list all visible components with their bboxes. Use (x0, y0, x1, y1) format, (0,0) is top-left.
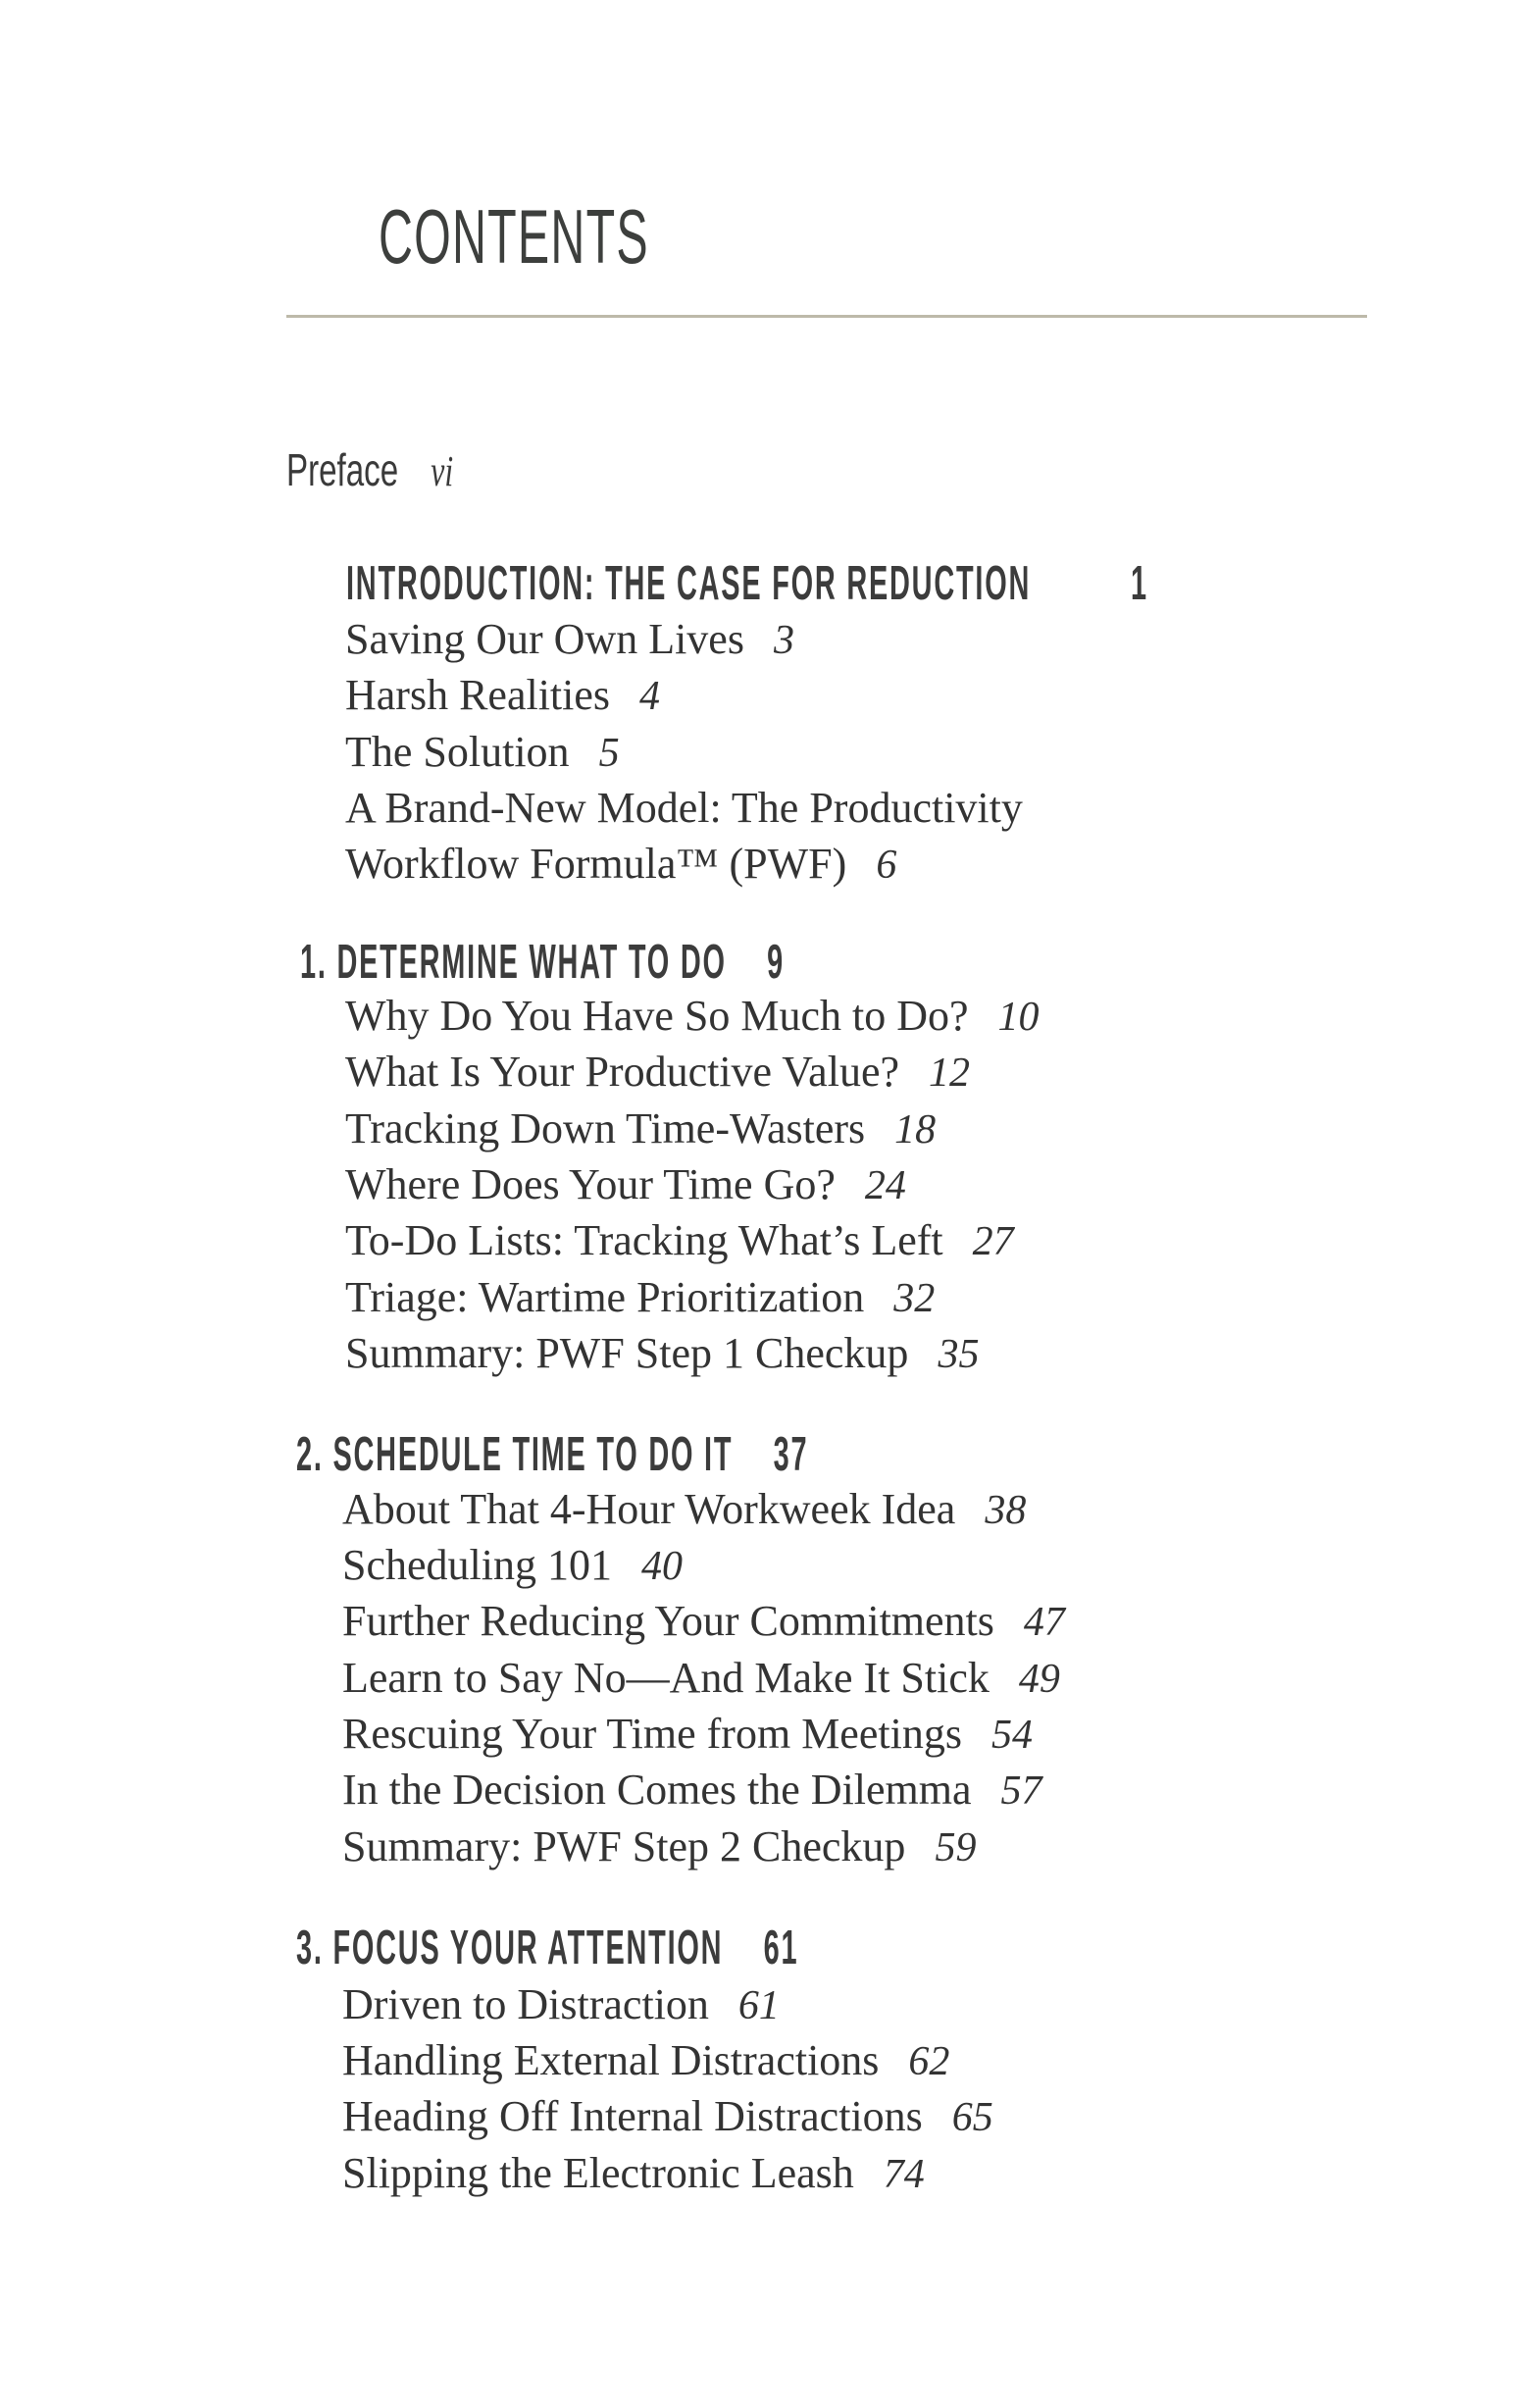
toc-page-number: 65 (951, 2095, 993, 2140)
toc-entry-label: Scheduling 101 (342, 1541, 612, 1589)
toc-entry-label: Driven to Distraction (342, 1980, 709, 2028)
toc-entry-label: Saving Our Own Lives (345, 615, 744, 663)
toc-entry[interactable] (342, 1540, 683, 1590)
chapter-page-number: 9 (767, 936, 785, 989)
toc-page-number: 61 (737, 1983, 780, 2028)
toc-page-number: vi (431, 447, 454, 495)
toc-entry[interactable] (345, 614, 794, 664)
toc-page-number: 62 (908, 2039, 950, 2084)
toc-entry-label: Harsh Realities (345, 671, 611, 719)
toc-entry-label: Further Reducing Your Commitments (342, 1597, 994, 1645)
toc-entry[interactable] (342, 2091, 993, 2141)
toc-entry-label: Slipping the Electronic Leash (342, 2149, 854, 2197)
toc-entry[interactable] (342, 1821, 976, 1871)
toc-entry-label: Tracking Down Time-Wasters (345, 1104, 866, 1153)
toc-entry-label: The Solution (345, 728, 570, 776)
toc-entry[interactable] (345, 1047, 970, 1097)
toc-entry-label: Triage: Wartime Prioritization (345, 1273, 865, 1321)
toc-entry[interactable] (345, 1215, 1014, 1265)
chapter-page-number: 61 (763, 1921, 799, 1974)
toc-entry[interactable] (345, 1103, 936, 1153)
section-title: INTRODUCTION: THE CASE FOR REDUCTION (346, 557, 1032, 610)
toc-entry-label: Summary: PWF Step 1 Checkup (345, 1329, 909, 1377)
toc-entry[interactable] (342, 1484, 1026, 1534)
toc-entry-label: Handling External Distractions (342, 2036, 880, 2084)
toc-entry[interactable] (345, 839, 896, 889)
toc-entry[interactable] (342, 1979, 780, 2029)
toc-entry[interactable] (342, 1653, 1060, 1703)
toc-page-number: 54 (990, 1713, 1033, 1758)
toc-page-number: 74 (883, 2152, 925, 2197)
toc-entry[interactable] (342, 1596, 1065, 1646)
toc-page-number: 24 (864, 1163, 906, 1208)
toc-page-number: 38 (985, 1488, 1027, 1533)
toc-entry-label: Summary: PWF Step 2 Checkup (342, 1822, 906, 1870)
toc-section-page (1131, 556, 1148, 611)
toc-entry-label: A Brand-New Model: The Productivity (345, 784, 1023, 832)
toc-entry[interactable] (342, 1709, 1033, 1759)
toc-page-number: 5 (598, 731, 620, 776)
toc-page-number: 49 (1018, 1657, 1060, 1702)
title-divider (286, 315, 1367, 318)
toc-page-number: 6 (876, 843, 897, 888)
toc-page-number: 4 (639, 674, 661, 719)
toc-chapter-1[interactable] (300, 935, 785, 990)
toc-entry-label: Rescuing Your Time from Meetings (342, 1710, 962, 1758)
toc-section-introduction[interactable] (346, 556, 1031, 611)
chapter-page-number: 37 (773, 1428, 809, 1481)
toc-page-number: 32 (893, 1276, 936, 1321)
toc-page-number: 57 (1000, 1768, 1042, 1814)
toc-entry-label: What Is Your Productive Value? (345, 1048, 899, 1096)
toc-page-number: 10 (997, 995, 1040, 1040)
toc-entry-label: Heading Off Internal Distractions (342, 2092, 923, 2140)
toc-entry-label: Preface (286, 444, 399, 495)
toc-chapter-3[interactable] (296, 1921, 798, 1975)
toc-entry-label: Why Do You Have So Much to Do? (345, 992, 969, 1040)
toc-page-number: 27 (972, 1219, 1014, 1264)
toc-entry-preface[interactable] (286, 443, 453, 496)
toc-entry[interactable] (345, 1272, 935, 1322)
page-title: CONTENTS (378, 193, 649, 280)
toc-entry[interactable] (342, 1765, 1042, 1815)
toc-entry-label: In the Decision Comes the Dilemma (342, 1766, 972, 1814)
toc-entry-label: About That 4-Hour Workweek Idea (342, 1485, 956, 1533)
chapter-number: 3. (296, 1921, 324, 1974)
toc-entry-label: Learn to Say No—And Make It Stick (342, 1654, 990, 1702)
toc-entry[interactable] (345, 1159, 906, 1209)
toc-entry-label: Workflow Formula™ (PWF) (345, 840, 847, 888)
toc-entry[interactable] (342, 2148, 925, 2198)
chapter-number: 1. (300, 936, 328, 989)
chapter-title: SCHEDULE TIME TO DO IT (332, 1428, 734, 1481)
toc-page-number: 35 (938, 1332, 980, 1377)
toc-entry[interactable] (342, 2035, 949, 2085)
toc-page-number: 18 (894, 1107, 937, 1153)
toc-entry-label: To-Do Lists: Tracking What’s Left (345, 1216, 943, 1264)
chapter-title: FOCUS YOUR ATTENTION (332, 1921, 724, 1974)
toc-entry[interactable] (345, 783, 1023, 833)
chapter-title: DETERMINE WHAT TO DO (336, 936, 727, 989)
toc-entry[interactable] (345, 727, 620, 777)
toc-entry-label: Where Does Your Time Go? (345, 1160, 836, 1208)
toc-page-number: 12 (929, 1050, 970, 1096)
toc-entry[interactable] (345, 1328, 979, 1378)
section-page-number: 1 (1131, 557, 1148, 610)
toc-entry[interactable] (345, 991, 1040, 1041)
toc-page-number: 40 (640, 1544, 683, 1589)
toc-page-number: 59 (935, 1825, 977, 1870)
toc-chapter-2[interactable] (296, 1427, 808, 1482)
toc-entry[interactable] (345, 670, 660, 720)
chapter-number: 2. (296, 1428, 324, 1481)
toc-page-number: 3 (773, 618, 794, 663)
toc-page-number: 47 (1023, 1600, 1065, 1645)
